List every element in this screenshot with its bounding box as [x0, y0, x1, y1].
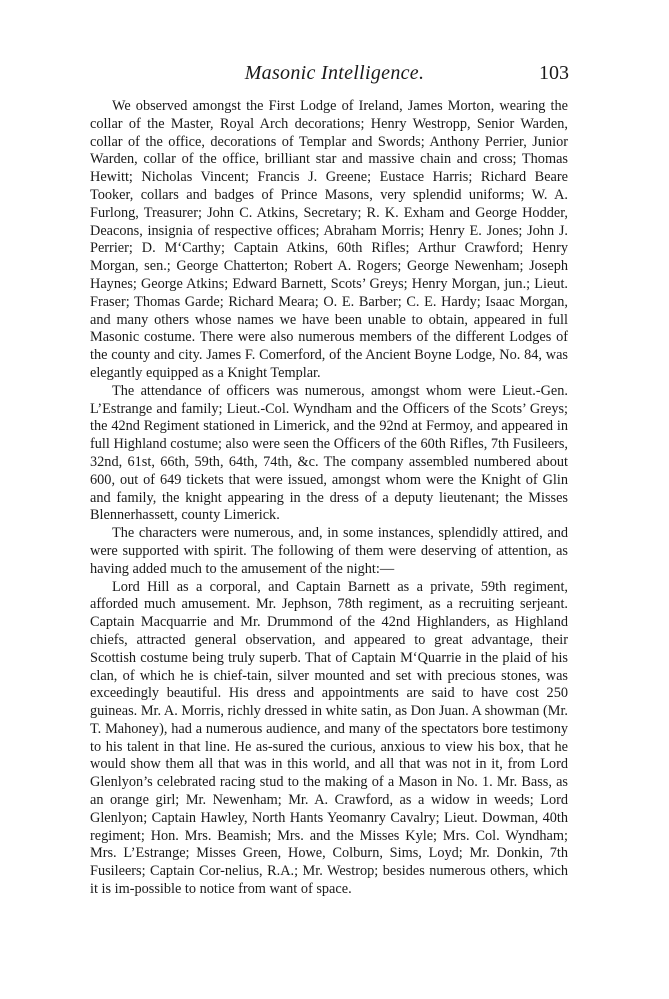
running-title: Masonic Intelligence. — [244, 62, 425, 84]
paragraph: We observed amongst the First Lodge of Ireland, James Morton, wearing the collar of the Master, Royal Arch decorations; Henry Westropp, Senior Warden, collar of the office, decorations of Templar and Swords; Anthony Perrier, Junior Warden, collar of the office, brilliant star and massive chain and cross; Thomas Hewitt; Nicholas Vincent; Francis J. Greene; Eustace Harris; Richard Beare Tooker, collars and badges of Prince Masons, very splendid uniforms; W. A. Furlong, Treasurer; John C. Atkins, Secretary; R. K. Exham and George Hodder, Deacons, insignia of respective offices; Abraham Morris; Henry E. Jones; John J. Perrier; D. M‘Carthy; Captain Atkins, 60th Rifles; Arthur Crawford; Henry Morgan, sen.; George Chatterton; Robert A. Rogers; George Newenham; Joseph Haynes; George Atkins; Edward Barnett, Scots’ Greys; Henry Morgan, jun.; Lieut. Fraser; Thomas Garde; Richard Meara; O. E. Barber; C. E. Hardy; Isaac Morgan, and many others whose names we have been unable to obtain, appeared in full Masonic costume. There were also numerous members of the different Lodges of the county and city. James F. Comerford, of the Ancient Boyne Lodge, No. 84, was elegantly equipped as a Knight Templar. — [90, 98, 568, 381]
page-header — [0, 62, 669, 92]
paragraph: The characters were numerous, and, in some instances, splendidly attired, and were supported with spirit. The following of them were deserving of attention, as having added much to the amusement of the night:— — [90, 525, 568, 577]
article-body — [90, 98, 568, 899]
paragraph: Lord Hill as a corporal, and Captain Barnett as a private, 59th regiment, afforded much amusement. Mr. Jephson, 78th regiment, as a recruiting serjeant. Captain Macquarrie and Mr. Drummond of the 42nd Highlanders, as Highland chiefs, attracted general observation, and appeared to great advantage, their Scottish costume being truly superb. That of Captain M‘Quarrie in the plaid of his clan, of which he is chief-tain, silver mounted and set with precious stones, was exceedingly beautiful. His dress and appointments are said to have cost 250 guineas. Mr. A. Morris, richly dressed in white satin, as Don Juan. A showman (Mr. T. Mahoney), had a numerous audience, and many of the spectators bore testimony to his talent in that line. He as-sured the curious, anxious to view his box, that he would show them all that was in this world, and all that was not in it, from Lord Glenlyon’s celebrated racing stud to the making of a Mason in No. 1. Mr. Bass, as an orange girl; Mr. Newenham; Mr. A. Crawford, as a widow in weeds; Lord Glenlyon; Captain Hawley, North Hants Yeomanry Cavalry; Lieut. Dowman, 40th regiment; Hon. Mrs. Beamish; Mrs. and the Misses Kyle; Mrs. Col. Wyndham; Mrs. L’Estrange; Misses Green, Howe, Colburn, Sims, Loyd; Mr. Donkin, 7th Fusileers; Captain Cor-nelius, R.A.; Mr. Westrop; besides numerous others, which it is im-possible to notice from want of space. — [90, 578, 568, 898]
page-number: 103 — [539, 62, 569, 84]
paragraph: The attendance of officers was numerous, amongst whom were Lieut.-Gen. L’Estrange and family; Lieut.-Col. Wyndham and the Officers of the Scots’ Greys; the 42nd Regiment stationed in Limerick, and the 92nd at Fermoy, and appeared in full Highland costume; also were seen the Officers of the 60th Rifles, 7th Fusileers, 32nd, 61st, 66th, 59th, 64th, 74th, &c. The company assembled numbered about 600, out of 649 tickets that were issued, amongst whom were the Knight of Glin and family, the knight appearing in the dress of a deputy lieutenant; the Misses Blennerhassett, county Limerick. — [90, 382, 568, 524]
